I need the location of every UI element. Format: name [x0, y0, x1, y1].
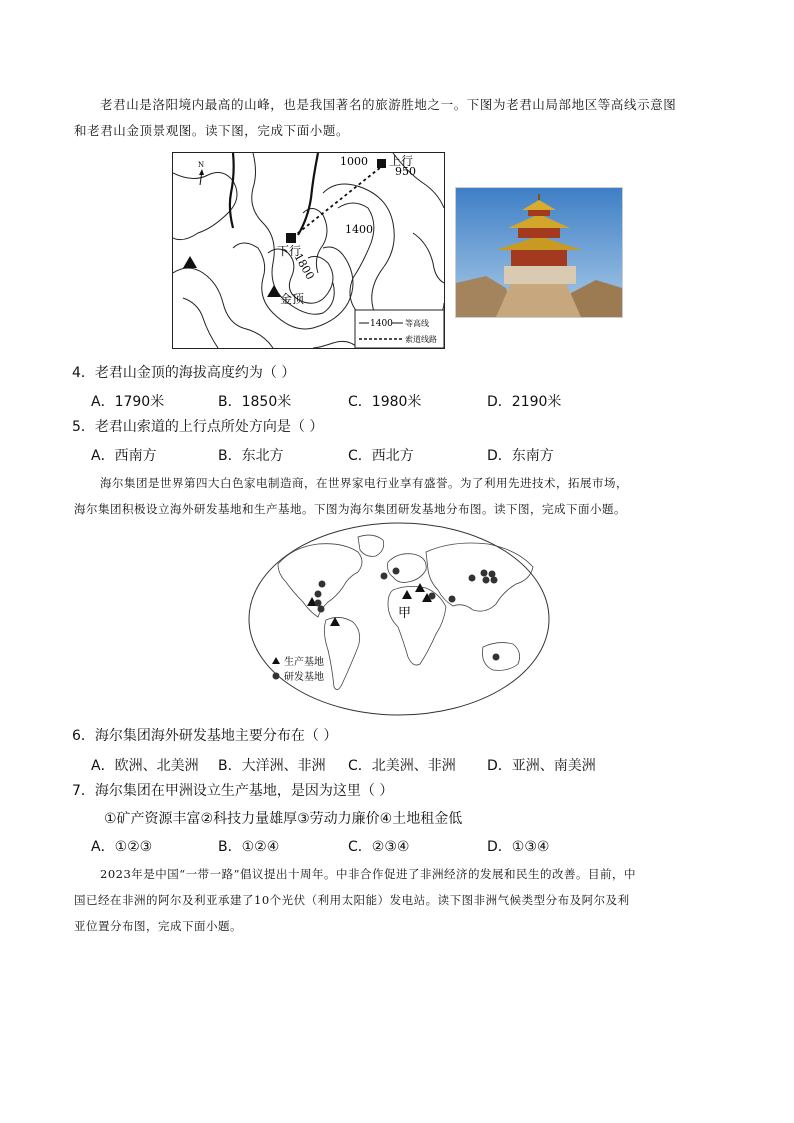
research-base-marker [481, 570, 488, 577]
option-text: 北美洲、非洲 [371, 758, 456, 774]
option-text: 欧洲、北美洲 [114, 758, 199, 774]
option-letter: B． [218, 394, 242, 410]
option-letter: D． [487, 448, 512, 464]
question-5-stem: 5．老君山索道的上行点所处方向是（ ） [72, 419, 324, 435]
intro-paragraph-3-line-3: 亚位置分布图，完成下面小题。 [74, 919, 242, 933]
research-base-marker [449, 596, 456, 603]
option-text: 东南方 [511, 448, 554, 464]
lower-station-label: 下行 [277, 244, 302, 258]
option-letter: C． [348, 448, 372, 464]
option-text: 西南方 [114, 448, 157, 464]
contour-line [313, 341, 358, 348]
option-letter: A． [91, 394, 115, 410]
upper-station-label: 上行 [389, 154, 414, 168]
research-base-marker [315, 600, 322, 607]
option-letter: A． [91, 839, 115, 855]
legend-contour-text: 等高线 [405, 319, 429, 328]
option-letter: C． [348, 839, 372, 855]
option-text: 东北方 [241, 448, 284, 464]
question-6-stem: 6．海尔集团海外研发基地主要分布在（ ） [72, 728, 338, 744]
research-base-marker [381, 573, 388, 580]
north-arrow-head [199, 169, 204, 175]
q4-option-b[interactable] [218, 391, 291, 411]
q6-option-b[interactable] [218, 755, 326, 775]
q6-option-c[interactable] [348, 755, 456, 775]
world-map-svg [248, 522, 550, 716]
research-base-marker [315, 591, 322, 598]
option-text: ①③④ [511, 839, 550, 855]
summit-label: 金顶 [280, 292, 305, 306]
option-letter: C． [348, 394, 372, 410]
option-text: 1980米 [371, 394, 422, 410]
option-letter: C． [348, 758, 372, 774]
q5-option-b[interactable] [218, 445, 284, 465]
contour-map-svg [173, 153, 444, 348]
option-letter: B． [218, 839, 242, 855]
contour-label-1400: 1400 [345, 223, 373, 236]
question-7-statements: ①矿产资源丰富②科技力量雄厚③劳动力廉价④土地租金低 [104, 811, 463, 827]
q6-option-d[interactable] [487, 755, 596, 775]
option-text: ②③④ [371, 839, 410, 855]
summit-triangle [267, 285, 281, 297]
research-base-marker [319, 581, 326, 588]
intro-paragraph-3-line-1: 2023年是中国“一带一路”倡议提出十周年。中非合作促进了非洲经济的发展和民生的改善。目前，中 [100, 867, 637, 881]
north-label: N [198, 161, 205, 169]
option-text: ①②④ [241, 839, 280, 855]
q7-option-c[interactable] [348, 836, 409, 856]
research-base-marker [483, 577, 490, 584]
legend-research-icon [273, 673, 280, 680]
q6-option-a[interactable] [91, 755, 199, 775]
option-text: 亚洲、南美洲 [511, 758, 596, 774]
contour-line [183, 298, 218, 348]
contour-line [338, 203, 374, 313]
option-letter: B． [218, 448, 242, 464]
q5-option-c[interactable] [348, 445, 414, 465]
research-base-marker [429, 593, 436, 600]
cableway-lower-station [286, 233, 296, 243]
intro-paragraph-3-line-2: 国已经在非洲的阿尔及利亚承建了10个光伏（利用太阳能）发电站。读下图非洲气候类型分布及阿尔及利 [74, 893, 630, 907]
research-base-marker [469, 575, 476, 582]
peak-triangle [183, 256, 197, 268]
option-text: 1790米 [114, 394, 165, 410]
research-base-marker [489, 571, 496, 578]
legend-cableway-text: 索道线路 [405, 335, 437, 344]
option-letter: D． [487, 839, 512, 855]
q7-option-d[interactable] [487, 836, 549, 856]
contour-line [173, 268, 273, 348]
summit-photo [455, 187, 623, 318]
contour-label-1000: 1000 [340, 155, 368, 168]
question-7-stem: 7．海尔集团在甲洲设立生产基地，是因为这里（ ） [72, 783, 394, 799]
research-base-marker [491, 577, 498, 584]
intro-paragraph-1-line-1: 老君山是洛阳境内最高的山峰，也是我国著名的旅游胜地之一。下图为老君山局部地区等高线示意图 [100, 97, 677, 112]
q4-option-c[interactable] [348, 391, 421, 411]
research-base-marker [393, 568, 400, 575]
q5-option-d[interactable] [487, 445, 554, 465]
q7-option-b[interactable] [218, 836, 279, 856]
option-letter: A． [91, 758, 115, 774]
option-letter: D． [487, 758, 512, 774]
option-text: 西北方 [371, 448, 414, 464]
q5-option-a[interactable] [91, 445, 157, 465]
cableway-upper-station [377, 159, 386, 168]
q4-option-a[interactable] [91, 391, 164, 411]
contour-label-1800: 1800 [291, 251, 317, 282]
summit-photo-illustration [456, 188, 622, 317]
intro-paragraph-1-line-2: 和老君山金顶景观图。读下图，完成下面小题。 [74, 123, 350, 138]
research-base-marker [318, 606, 325, 613]
world-map-figure [248, 522, 550, 716]
intro-paragraph-2-line-1: 海尔集团是世界第四大白色家电制造商，在世界家电行业享有盛誉。为了利用先进技术，拓展市场， [100, 476, 628, 490]
river [298, 153, 318, 235]
place-label-jia: 甲 [398, 606, 412, 621]
research-base-marker [493, 654, 500, 661]
option-text: 2190米 [511, 394, 562, 410]
question-4-stem: 4．老君山金顶的海拔高度约为（ ） [72, 365, 296, 381]
contour-line [413, 233, 444, 283]
contour-map-figure [172, 152, 445, 349]
option-text: ①②③ [114, 839, 153, 855]
option-letter: B． [218, 758, 242, 774]
contour-line [173, 173, 237, 240]
option-text: 1850米 [241, 394, 292, 410]
legend-contour-value: 1400 [370, 319, 393, 329]
legend-production-text: 生产基地 [284, 657, 324, 668]
legend-research-text: 研发基地 [284, 672, 324, 683]
q7-option-a[interactable] [91, 836, 152, 856]
contour-label-950: 950 [395, 165, 416, 178]
river [230, 153, 234, 228]
option-letter: D． [487, 394, 512, 410]
option-text: 大洋洲、非洲 [241, 758, 326, 774]
intro-paragraph-2-line-2: 海尔集团积极设立海外研发基地和生产基地。下图为海尔集团研发基地分布图。读下图，完成下面小题。 [74, 502, 626, 516]
q4-option-d[interactable] [487, 391, 561, 411]
option-letter: A． [91, 448, 115, 464]
